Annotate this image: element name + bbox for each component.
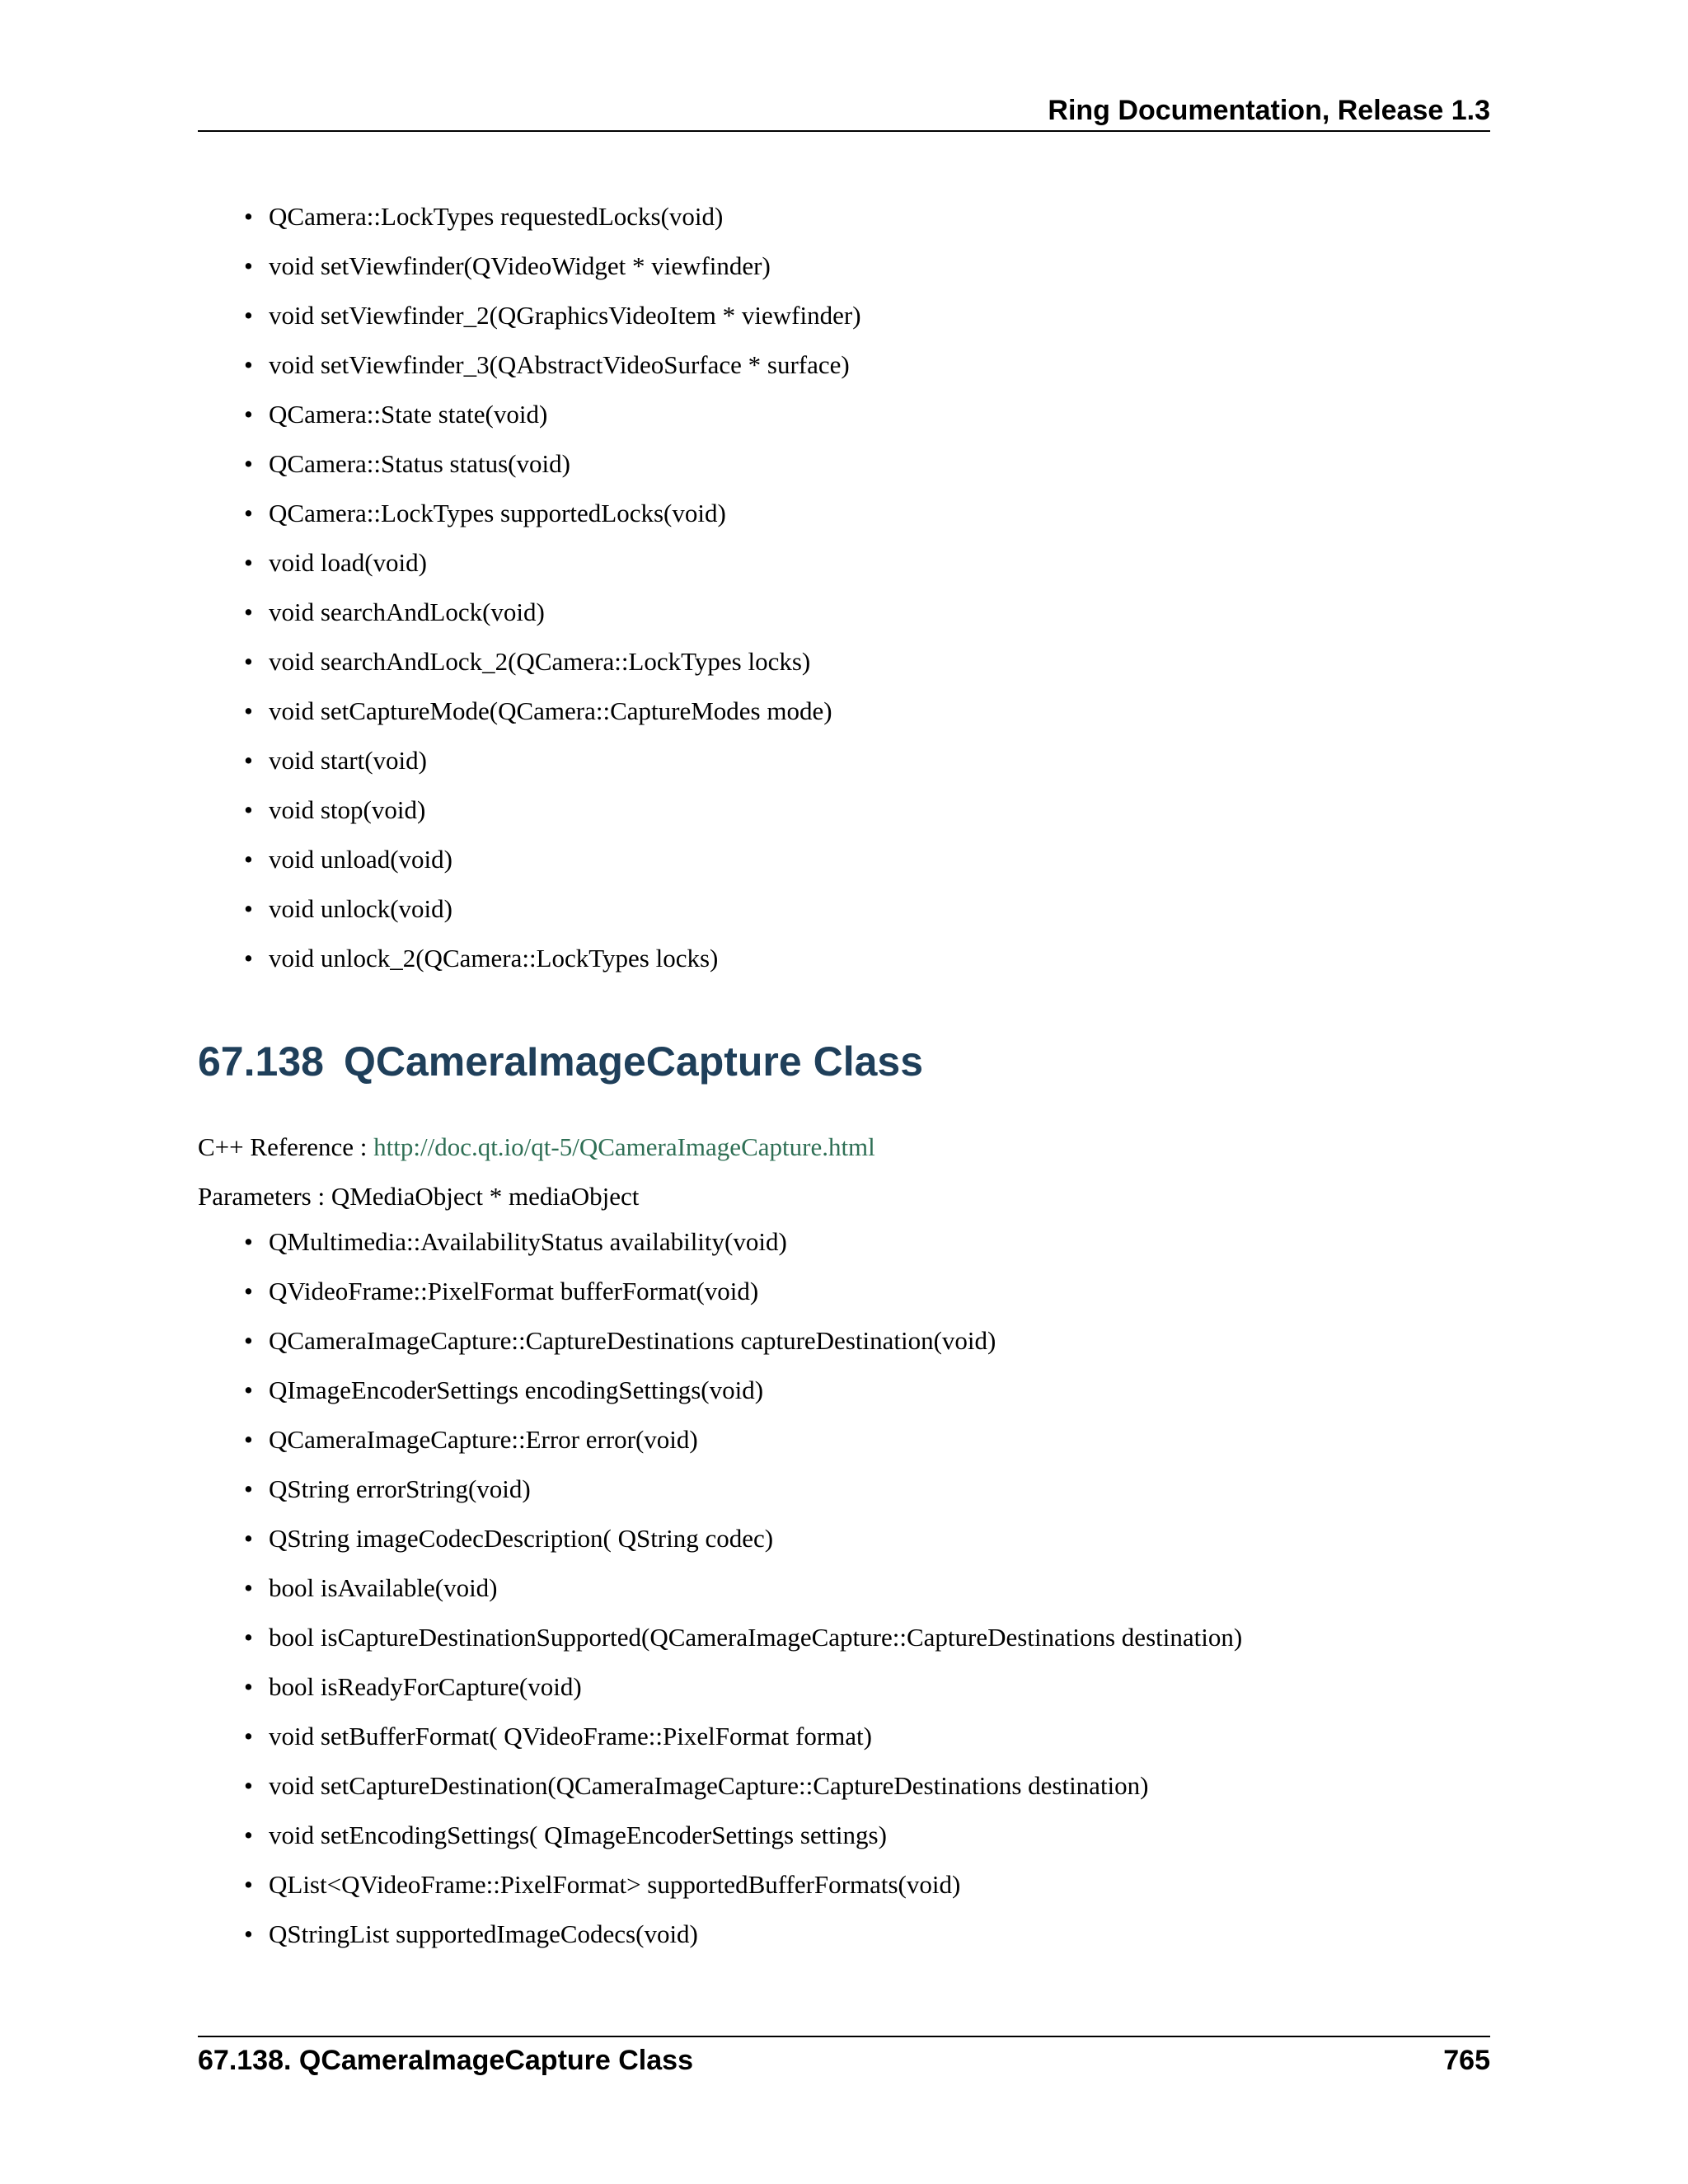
bullet-icon: • [244,944,253,972]
method-signature: void setViewfinder(QVideoWidget * viewfinder) [269,251,771,280]
method-signature: QImageEncoderSettings encodingSettings(void) [269,1376,764,1404]
method-signature: void setCaptureDestination(QCameraImageCapture::CaptureDestinations destination) [269,1771,1149,1800]
method-signature: void searchAndLock(void) [269,598,545,626]
method-signature: void unlock_2(QCamera::LockTypes locks) [269,944,719,972]
bullet-icon: • [244,598,253,626]
bullet-icon: • [244,1821,253,1849]
method-signature: QCamera::State state(void) [269,400,548,429]
method-signature: QString errorString(void) [269,1474,531,1503]
method-signature: QStringList supportedImageCodecs(void) [269,1919,698,1948]
method-signature: QCamera::Status status(void) [269,449,570,478]
bullet-icon: • [244,1425,253,1454]
bullet-icon: • [244,1672,253,1701]
parameters-line: Parameters : QMediaObject * mediaObject [198,1182,640,1211]
method-signature: QCamera::LockTypes supportedLocks(void) [269,499,726,527]
bullet-icon: • [244,400,253,429]
method-signature: void load(void) [269,548,427,577]
section-heading [198,1035,923,1088]
method-signature: void setViewfinder_2(QGraphicsVideoItem * viewfinder) [269,301,861,330]
method-signature: void setEncodingSettings( QImageEncoderSettings settings) [269,1821,887,1849]
method-signature: void searchAndLock_2(QCamera::LockTypes locks) [269,647,811,676]
method-signature: void setViewfinder_3(QAbstractVideoSurface * surface) [269,350,850,379]
method-signature: void stop(void) [269,795,426,824]
method-signature: QCameraImageCapture::CaptureDestinations captureDestination(void) [269,1326,996,1355]
cpp-reference-line [198,1129,875,1165]
section-title: QCameraImageCapture Class [343,1038,924,1085]
method-signature: bool isReadyForCapture(void) [269,1672,582,1701]
method-signature: void start(void) [269,746,427,775]
bullet-icon: • [244,1870,253,1899]
cpp-reference-link[interactable]: http://doc.qt.io/qt-5/QCameraImageCapture.html [373,1132,875,1161]
footer-section-title: 67.138. QCameraImageCapture Class [198,2045,693,2076]
bullet-icon: • [244,746,253,775]
bullet-icon: • [244,350,253,379]
bullet-icon: • [244,449,253,478]
bullet-icon: • [244,1277,253,1305]
bullet-icon: • [244,1771,253,1800]
method-signature: QCameraImageCapture::Error error(void) [269,1425,698,1454]
bullet-icon: • [244,1919,253,1948]
running-header-title: Ring Documentation, Release 1.3 [1048,95,1490,126]
bullet-icon: • [244,1227,253,1256]
header-divider [198,130,1490,132]
method-signature: void setCaptureMode(QCamera::CaptureModes mode) [269,696,832,725]
cpp-reference-label: C++ Reference : [198,1132,374,1161]
method-signature: bool isCaptureDestinationSupported(QCameraImageCapture::CaptureDestinations destination) [269,1623,1243,1652]
bullet-icon: • [244,548,253,577]
bullet-icon: • [244,251,253,280]
bullet-icon: • [244,845,253,874]
method-signature: QString imageCodecDescription( QString codec) [269,1524,774,1553]
method-signature: QCamera::LockTypes requestedLocks(void) [269,202,724,231]
section-number: 67.138 [198,1038,324,1085]
page-number: 765 [1443,2045,1490,2076]
bullet-icon: • [244,202,253,231]
bullet-icon: • [244,1623,253,1652]
method-signature: bool isAvailable(void) [269,1573,498,1602]
bullet-icon: • [244,1474,253,1503]
bullet-icon: • [244,647,253,676]
method-signature: QVideoFrame::PixelFormat bufferFormat(void) [269,1277,759,1305]
bullet-icon: • [244,696,253,725]
bullet-icon: • [244,1573,253,1602]
method-signature: QList<QVideoFrame::PixelFormat> supportedBufferFormats(void) [269,1870,961,1899]
bullet-icon: • [244,894,253,923]
bullet-icon: • [244,1524,253,1553]
bullet-icon: • [244,1376,253,1404]
bullet-icon: • [244,1722,253,1750]
bullet-icon: • [244,301,253,330]
bullet-icon: • [244,499,253,527]
bullet-icon: • [244,795,253,824]
bullet-icon: • [244,1326,253,1355]
method-signature: void unload(void) [269,845,452,874]
method-signature: QMultimedia::AvailabilityStatus availability(void) [269,1227,787,1256]
method-signature: void setBufferFormat( QVideoFrame::PixelFormat format) [269,1722,872,1750]
method-signature: void unlock(void) [269,894,452,923]
footer-divider [198,2036,1490,2037]
